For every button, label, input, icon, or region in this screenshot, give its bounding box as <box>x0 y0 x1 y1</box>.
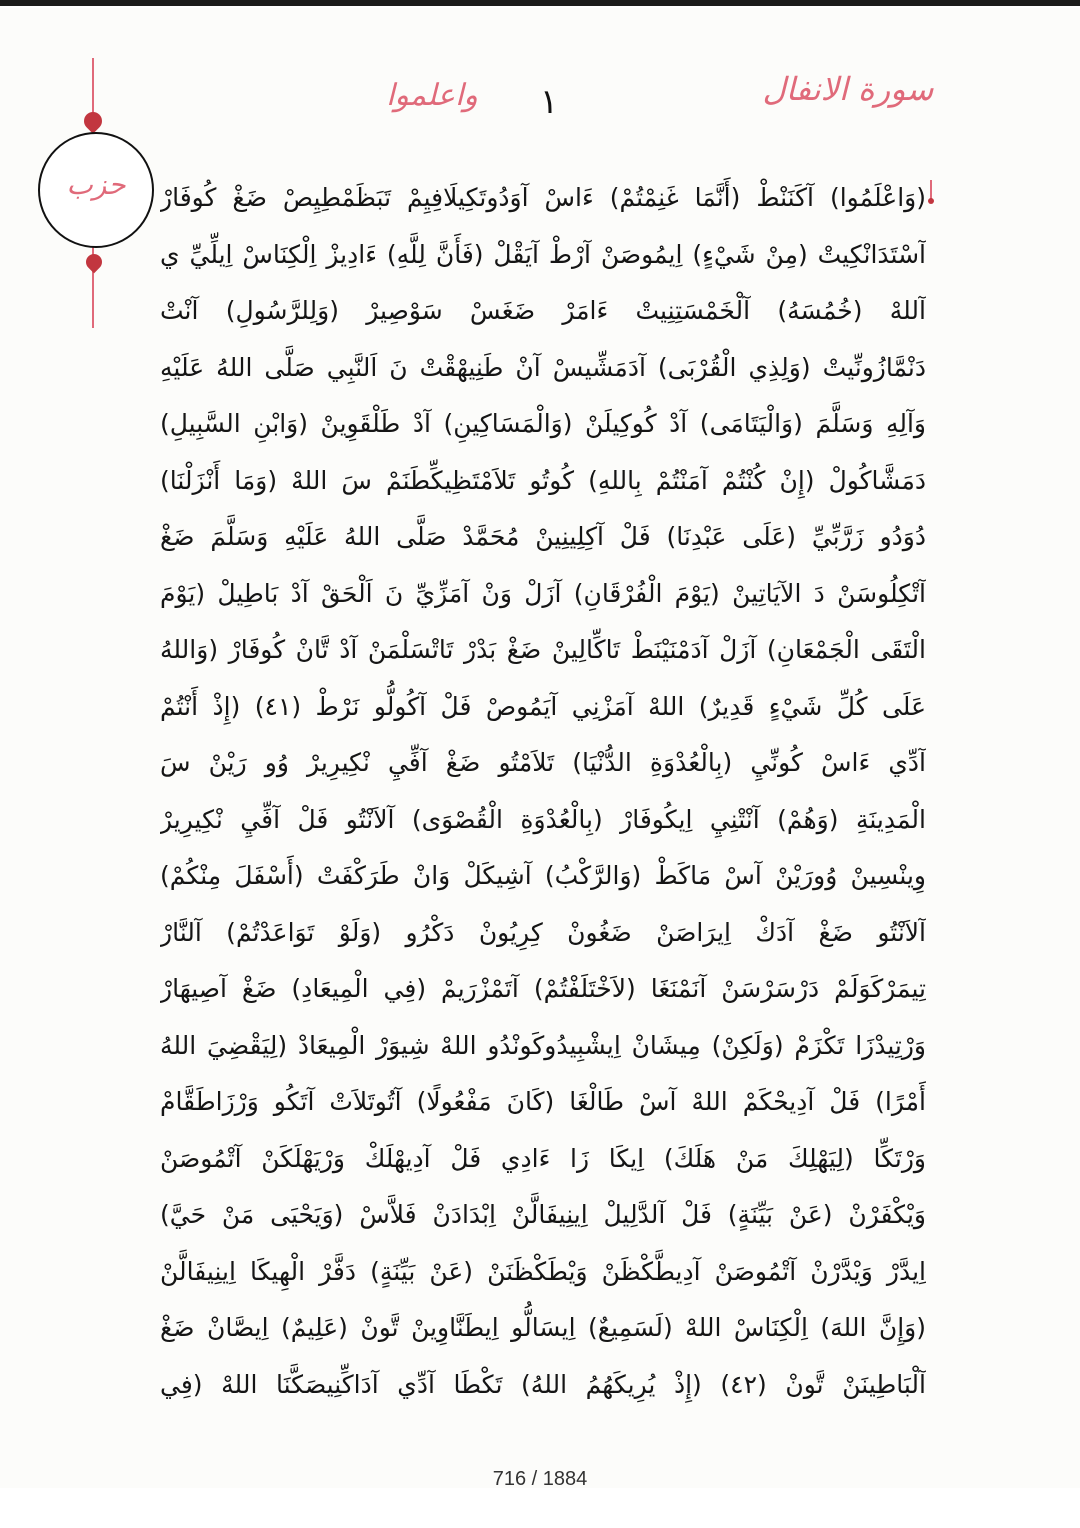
text-line: آللهْ (خُمُسَهُ) آلْخَمْسَتِنِيتْ ءَامَرْ ضَغَسْ سَوْصِيرْ (وَلِلرَّسُولِ) آنْتْ <box>160 296 926 325</box>
text-line: دَنْمَّازُونِّيتْ (وَلِذِي الْقُرْبَى) آدَمَشِّيسْ آنْ طَنِيهْقْتْ نَ اَلنَّبِي صَلَّى اللهُ عَلَيْهِ <box>160 352 926 382</box>
text-line: (وَإِنَّ اللهَ) اِلْكِنَاسْ اللهْ (لَسَمِيعٌ) اِيسَالُّو اِيطَنَّاوِينْ تَّونْ (عَلِيمٌ) اِيصَّانْ ضَغْ <box>160 1313 926 1342</box>
text-line: آلاَنْتُو ضَغْ آدَكْ اِيرَاصَنْ ضَغُونْ كِرِيُونْ دَكْرُو (وَلَوْ تَوَاعَدْتُمْ) آلنَّارْ <box>160 917 926 947</box>
section-note: واعلموا <box>386 78 478 113</box>
text-line: آتْكِلُوسَنْ دَ الآيَاتِينْ (يَوْمَ الْفُرْقَانِ) آزَلْ وَنْ آمَزِّيِّ نَ اَلْحَقْ آدْ بَاطِيلْ (يَوْمَ <box>160 578 926 608</box>
verse-start-mark <box>928 180 934 206</box>
text-line: آدِّي ءَاسْ كُونِّيِ (بِالْعُدْوَةِ الدُّنْيَا) تَلاَمْتُو ضَغْ آفِّيِ نْكِيرِيرْ وُو رَيْنْ سَ <box>160 748 926 777</box>
text-line: آسْتَدَانْكِيتْ (مِنْ شَيْءٍ) اِيمُوصَنْ آرْطْ آيَقْلْ (فَأَنَّ لِلَّهِ) ءَادِيزْ اِلْكِنَاسْ اِيلِّيِّ ي <box>160 239 926 269</box>
text-line: تِيمَرْكَوَلَمْ دَرْسَرْسَنْ آنَمْنَغَا (لاَخْتَلَفْتُمْ) آتَمْزْرَيمْ (فِي الْمِيعَادِ) ضَغْ آصِيهَارْ <box>160 974 926 1003</box>
text-line: وَرْتِيدْزَا تَكْزَمْ (وَلَكِنْ) مِيشَانْ اِيشْبِيدُوكَونْدُو اللهْ شِيوَرْ الْمِيعَادْ (لِيَقْضِيَ اللهُ <box>160 1030 926 1060</box>
document-page <box>0 8 1080 1488</box>
text-line: الْتَقَى الْجَمْعَانِ) آزَلْ آدَمْنَيْنَطْ تَاكِّالِينْ ضَغْ بَدْرْ تَاتْسَلْمَنْ آدْ تَّانْ كُوفَارْ (وَاللهُ <box>160 635 926 664</box>
text-line: اِيدَّرْ وَيْدَّرْنْ آتْمُوصَنْ آدِيطَّكْظَنْ وَيْطَكْظَنَنْ (عَنْ بَيِّنَةٍ) دَفَّرْ الْهِيكَا اِينِيفَالَّنْ <box>160 1256 926 1286</box>
text-body <box>160 170 926 1410</box>
margin-ornament-bottom <box>83 251 106 274</box>
text-line: دَمَشَّاكُولْ (إِنْ كُنْتُمْ آمَنْتُمْ بِاللهِ) كُوتُو تَلاَمْتَظِيكِّطَنَمْ سَ اللهْ (وَمَا أَنْزَلْنَا) <box>160 465 926 495</box>
page-number: ١ <box>539 82 559 122</box>
hizb-label: حزب <box>66 168 126 201</box>
text-line: وَآلِهِ وَسَلَّمَ (وَالْيَتَامَى) آدْ كُوكِيلَنْ (وَالْمَسَاكِينِ) آدْ طَلْقَوِينْ (وَابْنِ السَّبِيلِ) <box>160 409 926 438</box>
text-line: وَرْتَكِّا (لِيَهْلِكَ مَنْ هَلَكَ) اِيكَا زَا ءَادِي فَلْ آدِيهْلَكْ وَرْيَهْلَكَنْ آتْمُوصَنْ <box>160 1143 926 1173</box>
text-line: دُوَدُو زَرَّبِّيِّ (عَلَى عَبْدِنَا) فَلْ آكِلِينِينْ مُحَمَّدْ صَلَّى اللهُ عَلَيْهِ وَسَلَّمَ ضَغْ <box>160 522 926 551</box>
page-indicator: 716 / 1884 <box>492 1468 588 1490</box>
text-line: وِينْسِينْ وُورَيْنْ آسْ مَاكَطْ (وَالرَّكْبُ) آشِيكَلْ وَانْ طَرَكْفَتْ (أَسْفَلَ مِنْكُمْ) <box>160 861 926 890</box>
text-line: أَمْرًا) فَلْ آدِيحْكَمْ اللهْ آسْ طَالْغَا (كَانَ مَفْعُولًا) آتُوتَلاَتْ آتَكُو وَرْزَاطَقَّامْ <box>160 1087 926 1116</box>
text-line: الْمَدِينَةِ (وَهُمْ) آنْتْنِيِ اِيكُوفَارْ (بِالْعُدْوَةِ الْقُصْوَى) آلاَنْتُو فَلْ آفِّيِ نْكِيرِيرْ <box>160 804 926 834</box>
viewer-top-bar <box>0 0 1080 6</box>
text-line: عَلَى كُلِّ شَيْءٍ قَدِيرٌ) اللهْ آمَزْنِي آيَمُوصْ فَلْ آكُولُّو نَرْطْ (٤١) (إِذْ أَنْتُمْ <box>160 691 926 721</box>
text-line: آلْبَاطِينَنْ تَّونْ (٤٢) (إِذْ يُرِيكَهُمُ اللهُ) تَكْطَا آدِّي آدَاكِّنِيصَكَّنَا اللهْ (فِي <box>160 1369 926 1399</box>
text-line: وَيْكْفَرْنْ (عَنْ بَيِّنَةٍ) فَلْ آلدَّلِيلْ اِينِيفَالَّنْ اِبْدَادَنْ فَلاَّسْ (وَيَحْيَى مَنْ حَيَّ) <box>160 1200 926 1229</box>
margin-ornament-top <box>80 108 105 133</box>
surah-title: سورة الانفال <box>762 70 934 108</box>
text-line: (وَاعْلَمُوا) آكَنَنْطْ (أَنَّمَا غَنِمْتُمْ) ءَاسْ آوَدُوتَكِيلَافِيِمْ تَبَظَمْطِيِصْ ضَغْ كُوفَارْ <box>160 183 926 212</box>
